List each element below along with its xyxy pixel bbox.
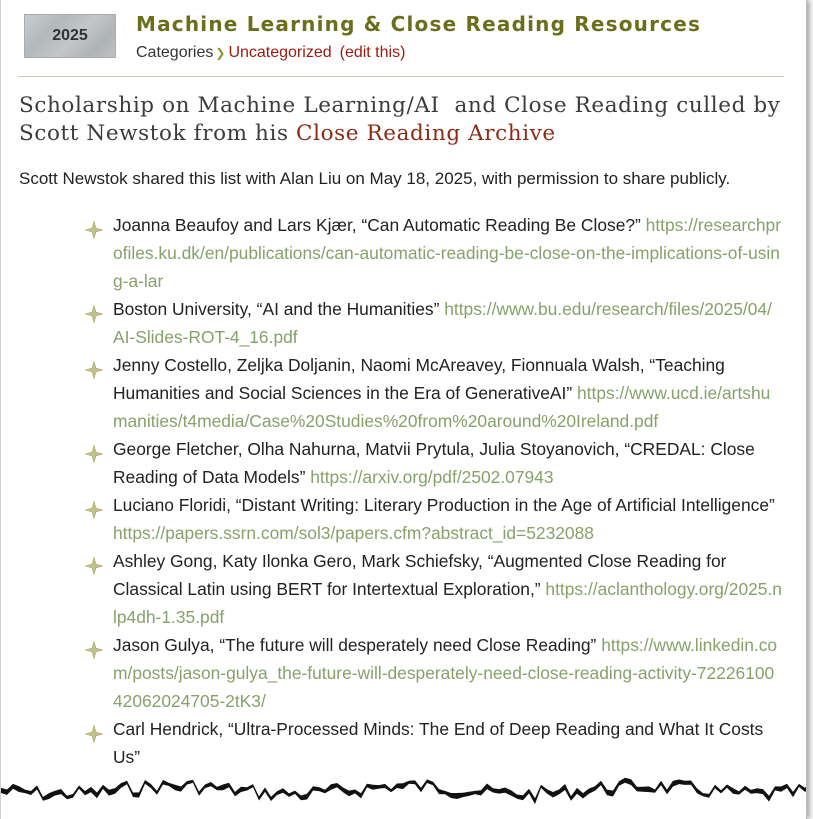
year-badge[interactable]: 2025 xyxy=(24,14,116,58)
close-reading-archive-link[interactable]: Close Reading Archive xyxy=(296,121,556,146)
entry-url-link[interactable]: https://www.ucd.ie/artshumanities/t4media/Case%20Studies%20from%20around%20Ireland.pdf xyxy=(113,383,771,431)
entry-url-link[interactable]: https://aclanthology.org/2025.nlp4dh-1.35.pdf xyxy=(113,579,782,627)
torn-edge-decoration xyxy=(1,760,807,819)
entry-url-link[interactable]: https://arxiv.org/pdf/2502.07943 xyxy=(310,467,554,487)
entry-citation: Jenny Costello, Zeljka Doljanin, Naomi McAreavey, Fionnuala Walsh, “Teaching Humanities and Social Sciences in the Era of GenerativeAI” xyxy=(113,355,725,403)
entry-citation: Joanna Beaufoy and Lars Kjær, “Can Automatic Reading Be Close?” xyxy=(113,215,641,235)
fleuron-bullet-icon xyxy=(85,499,103,517)
intro-paragraph: Scott Newstok shared this list with Alan Liu on May 18, 2025, with permission to share publicly. xyxy=(19,169,731,188)
edit-this-link[interactable]: (edit this) xyxy=(339,44,406,61)
categories-label: Categories xyxy=(136,44,214,61)
list-item xyxy=(113,295,783,351)
category-link-uncategorized[interactable]: Uncategorized xyxy=(228,44,332,61)
entry-url-link[interactable]: https://researchprofiles.ku.dk/en/publications/can-automatic-reading-be-close-on-the-implications-of-using-a-lar xyxy=(113,215,781,291)
entry-citation: Carl Hendrick, “Ultra-Processed Minds: The End of Deep Reading and What It Costs Us” xyxy=(113,719,764,767)
fleuron-bullet-icon xyxy=(85,723,103,741)
entry-url-link[interactable]: https://papers.ssrn.com/sol3/papers.cfm?abstract_id=5232088 xyxy=(113,523,594,543)
fleuron-bullet-icon xyxy=(85,443,103,461)
resource-list xyxy=(1,211,806,771)
entry-url-link[interactable]: https://www.linkedin.com/posts/jason-gulya_the-future-will-desperately-need-close-reading-activity-7222610042062024705-2tK3/ xyxy=(113,635,778,711)
list-item xyxy=(113,631,783,715)
list-item xyxy=(113,211,783,295)
list-item xyxy=(113,547,783,631)
entry-citation: Ashley Gong, Katy Ilonka Gero, Mark Schiefsky, “Augmented Close Reading for Classical Latin using BERT for Intertextual Exploration,” xyxy=(113,551,727,599)
fleuron-bullet-icon xyxy=(85,639,103,657)
entry-citation: Boston University, “AI and the Humanities” xyxy=(113,299,440,319)
entry-citation: Jason Gulya, “The future will desperately need Close Reading” xyxy=(113,635,597,655)
categories-line xyxy=(136,44,405,62)
fleuron-bullet-icon xyxy=(85,219,103,237)
entry-url-link[interactable]: https://www.bu.edu/research/files/2025/04/AI-Slides-ROT-4_16.pdf xyxy=(113,299,772,347)
fleuron-bullet-icon xyxy=(85,303,103,321)
list-item xyxy=(113,491,783,547)
fleuron-bullet-icon xyxy=(85,359,103,377)
header-divider xyxy=(18,76,784,77)
list-item xyxy=(113,435,783,491)
fleuron-bullet-icon xyxy=(85,555,103,573)
entry-citation: Luciano Floridi, “Distant Writing: Literary Production in the Age of Artificial Intelligence” xyxy=(113,495,775,515)
heading-text: Scholarship on Machine Learning/AI and Close Reading culled by Scott Newstok from his xyxy=(19,93,788,146)
site-title[interactable]: Machine Learning & Close Reading Resources xyxy=(136,12,702,36)
list-item xyxy=(113,351,783,435)
chevron-right-icon: ❯ xyxy=(215,46,226,60)
entry-citation: George Fletcher, Olha Nahurna, Matvii Prytula, Julia Stoyanovich, “CREDAL: Close Reading of Data Models” xyxy=(113,439,755,487)
page-heading xyxy=(19,92,789,148)
